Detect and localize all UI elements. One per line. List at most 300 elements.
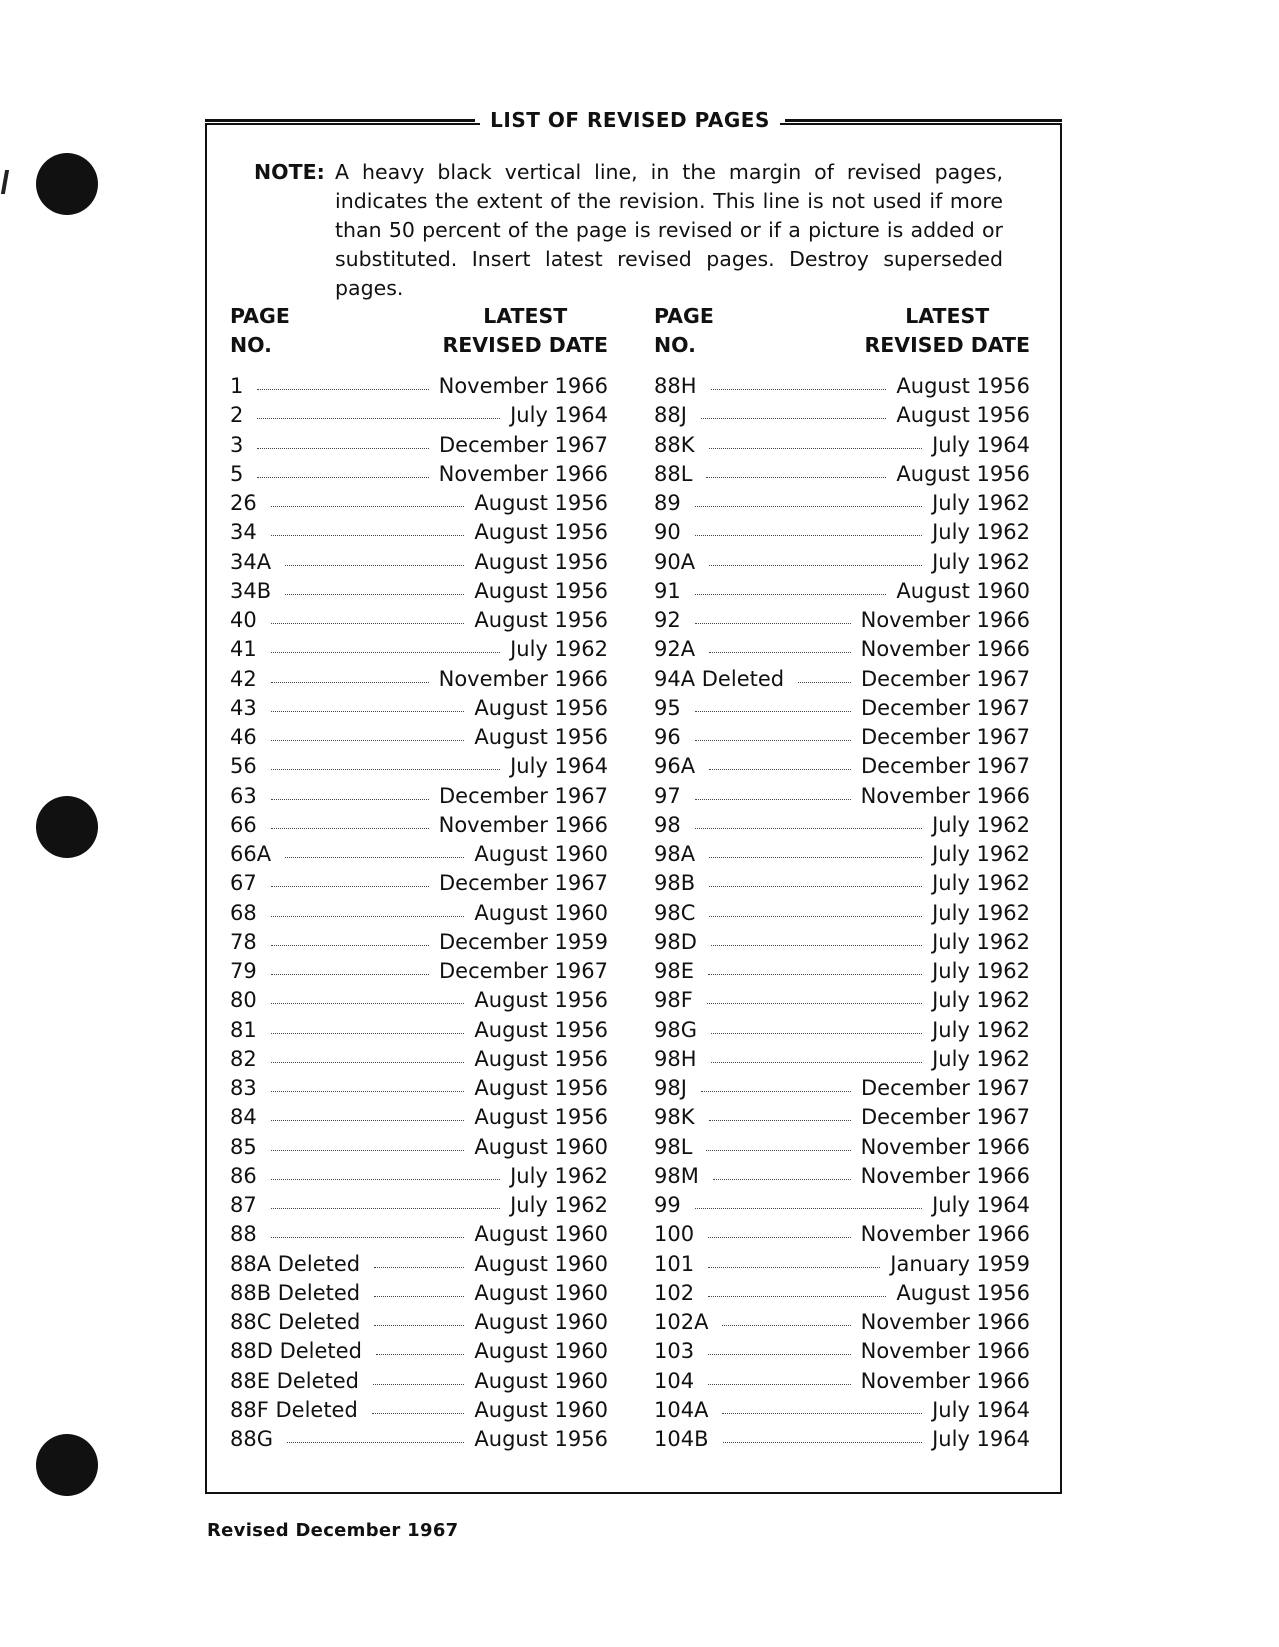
page-number: 91 — [654, 578, 681, 603]
right-column — [654, 302, 1030, 1454]
page-no-header — [654, 302, 714, 360]
revised-date: December 1967 — [438, 783, 608, 808]
dot-leader — [271, 1179, 500, 1180]
page-number: 87 — [230, 1193, 257, 1217]
list-item — [230, 1191, 608, 1220]
revised-date: July 1962 — [932, 1017, 1030, 1042]
revised-date: August 1956 — [474, 695, 608, 720]
page-number: 1 — [230, 374, 244, 398]
page-header-line1: PAGE — [654, 304, 714, 328]
page-number: 67 — [230, 871, 257, 896]
page-no-header — [230, 302, 290, 360]
list-item — [230, 1103, 608, 1132]
revised-date: January 1959 — [890, 1251, 1030, 1276]
binder-hole-middle — [36, 796, 98, 858]
revised-date: July 1962 — [932, 812, 1030, 837]
revised-date: July 1962 — [932, 491, 1030, 515]
left-column — [230, 302, 608, 1454]
page-number: 88K — [654, 432, 695, 457]
list-item — [230, 1220, 608, 1249]
list-item — [230, 1162, 608, 1191]
page-number: 102 — [654, 1280, 695, 1305]
page-number: 46 — [230, 725, 257, 749]
dot-leader — [374, 1267, 464, 1268]
revised-date: August 1960 — [474, 900, 608, 925]
binder-hole-bottom — [36, 1434, 98, 1496]
page-header-line2: NO. — [654, 333, 696, 357]
revised-date-header — [443, 302, 608, 360]
dot-leader — [271, 652, 500, 653]
page-number: 63 — [230, 783, 257, 808]
left-column-header — [230, 302, 608, 372]
page-number: 81 — [230, 1017, 257, 1042]
dot-leader — [257, 477, 428, 478]
dot-leader — [271, 1150, 465, 1151]
page-number: 103 — [654, 1339, 695, 1364]
page-number: 104 — [654, 1368, 695, 1393]
revised-date: December 1967 — [438, 871, 608, 896]
list-item — [230, 752, 608, 781]
list-item — [654, 1279, 1030, 1308]
list-item — [654, 518, 1030, 547]
list-item — [230, 694, 608, 723]
revised-date: July 1962 — [510, 1163, 608, 1188]
date-header-line2: REVISED DATE — [864, 333, 1030, 357]
page-number: 88A Deleted — [230, 1251, 361, 1276]
dot-leader — [708, 1237, 851, 1238]
binder-hole-top — [36, 153, 98, 215]
page-number: 98 — [654, 812, 681, 837]
revised-date: December 1959 — [438, 929, 608, 954]
revised-date: July 1962 — [510, 637, 608, 662]
revised-date: August 1960 — [474, 1339, 608, 1364]
dot-leader — [722, 1413, 922, 1414]
page-number: 40 — [230, 608, 257, 632]
revised-date: August 1956 — [474, 520, 608, 545]
dot-leader — [271, 740, 465, 741]
dot-leader — [271, 945, 429, 946]
revised-date: November 1966 — [860, 783, 1030, 808]
list-item — [654, 782, 1030, 811]
revised-date: November 1966 — [438, 666, 608, 691]
revised-date: August 1956 — [474, 1105, 608, 1130]
list-item — [654, 606, 1030, 635]
page-title: LIST OF REVISED PAGES — [480, 104, 780, 136]
revised-date: November 1966 — [860, 1310, 1030, 1334]
dot-leader — [271, 682, 429, 683]
note-text: A heavy black vertical line, in the margin of revised pages, indicates the extent of the revision. This line is not used if more than 50 percent of the page is revised or if a picture is added or substituted. Insert latest revised pages. Destroy superseded pages. — [335, 160, 1003, 300]
list-item — [230, 1074, 608, 1103]
page-number: 102A — [654, 1310, 709, 1334]
revised-date: August 1960 — [474, 842, 608, 866]
page-number: 97 — [654, 783, 681, 808]
list-item — [654, 1396, 1030, 1425]
list-item — [230, 431, 608, 460]
revised-date: November 1966 — [860, 1134, 1030, 1159]
list-item — [230, 986, 608, 1015]
dot-leader — [695, 828, 922, 829]
revised-date: August 1960 — [474, 1251, 608, 1276]
dot-leader — [711, 1033, 922, 1034]
page-number: 88L — [654, 461, 693, 486]
title-rule-right — [785, 119, 1062, 122]
dot-leader — [271, 769, 500, 770]
revised-date: August 1960 — [474, 1222, 608, 1247]
list-item — [654, 1308, 1030, 1337]
page-number: 98J — [654, 1076, 687, 1100]
list-item — [230, 1016, 608, 1045]
page-number: 85 — [230, 1134, 257, 1159]
list-item — [230, 1396, 608, 1425]
revised-date: August 1956 — [896, 461, 1030, 486]
revised-date: November 1966 — [438, 461, 608, 486]
list-item — [654, 1016, 1030, 1045]
revised-date: August 1956 — [896, 403, 1030, 428]
page-number: 43 — [230, 695, 257, 720]
revised-date: July 1964 — [932, 432, 1030, 457]
dot-leader — [271, 506, 465, 507]
list-item — [230, 548, 608, 577]
list-item — [654, 577, 1030, 606]
revised-date: August 1956 — [474, 1017, 608, 1042]
dot-leader — [708, 1354, 851, 1355]
dot-leader — [271, 916, 465, 917]
list-item — [230, 606, 608, 635]
left-rows — [230, 372, 608, 1454]
list-item — [654, 1220, 1030, 1249]
list-item — [654, 811, 1030, 840]
dot-leader — [709, 857, 922, 858]
dot-leader — [708, 1267, 880, 1268]
dot-leader — [709, 769, 851, 770]
revised-date: November 1966 — [860, 1163, 1030, 1188]
revised-date: December 1967 — [860, 695, 1030, 720]
list-item — [230, 1425, 608, 1454]
dot-leader — [711, 1062, 923, 1063]
page-number: 92A — [654, 637, 696, 662]
page-number: 88D Deleted — [230, 1339, 362, 1364]
list-item — [654, 752, 1030, 781]
revised-date: July 1962 — [932, 929, 1030, 954]
dot-leader — [695, 594, 887, 595]
page-number: 2 — [230, 403, 244, 428]
dot-leader — [257, 389, 428, 390]
list-item — [230, 460, 608, 489]
revised-date: July 1962 — [932, 871, 1030, 896]
dot-leader — [271, 1003, 465, 1004]
list-item — [654, 1250, 1030, 1279]
dot-leader — [271, 886, 429, 887]
page-number: 88F Deleted — [230, 1397, 358, 1422]
revised-date: August 1956 — [474, 1046, 608, 1071]
dot-leader — [374, 1296, 464, 1297]
revised-date: November 1966 — [860, 1339, 1030, 1364]
revised-date: August 1956 — [474, 491, 608, 515]
revised-date: August 1956 — [474, 725, 608, 749]
list-item — [230, 1133, 608, 1162]
dot-leader — [287, 1442, 464, 1443]
revised-date: July 1962 — [510, 1193, 608, 1217]
dot-leader — [271, 1208, 500, 1209]
dot-leader — [708, 1296, 886, 1297]
revised-date: July 1962 — [932, 1046, 1030, 1071]
revised-date: August 1956 — [896, 374, 1030, 398]
date-header-line1: LATEST — [905, 304, 990, 328]
dot-leader — [271, 1120, 465, 1121]
list-item — [654, 401, 1030, 430]
list-item — [654, 548, 1030, 577]
revision-footer: Revised December 1967 — [207, 1520, 459, 1541]
dot-leader — [285, 594, 464, 595]
dot-leader — [271, 1062, 465, 1063]
page-number: 88G — [230, 1427, 273, 1451]
revised-date: August 1956 — [474, 1427, 608, 1451]
page-number: 66 — [230, 812, 257, 837]
revised-date: July 1964 — [932, 1193, 1030, 1217]
revised-date: July 1964 — [510, 754, 608, 779]
page-number: 88J — [654, 403, 687, 428]
page-number: 88E Deleted — [230, 1368, 359, 1393]
revised-date: July 1962 — [932, 959, 1030, 983]
page-header-line1: PAGE — [230, 304, 290, 328]
page-number: 104A — [654, 1397, 709, 1422]
page-number: 98B — [654, 871, 696, 896]
dot-leader — [701, 1091, 851, 1092]
list-item — [230, 489, 608, 518]
dot-leader — [373, 1384, 464, 1385]
dot-leader — [711, 389, 887, 390]
revised-date: August 1956 — [474, 1076, 608, 1100]
dot-leader — [695, 799, 851, 800]
dot-leader — [713, 1179, 851, 1180]
list-item — [230, 577, 608, 606]
dot-leader — [695, 740, 851, 741]
dot-leader — [711, 945, 922, 946]
page-number: 99 — [654, 1193, 681, 1217]
list-item — [654, 957, 1030, 986]
page-number: 100 — [654, 1222, 695, 1247]
list-item — [654, 928, 1030, 957]
dot-leader — [695, 535, 922, 536]
page-number: 98E — [654, 959, 694, 983]
revised-date: July 1962 — [932, 549, 1030, 574]
revised-date: December 1967 — [860, 1105, 1030, 1130]
page-number: 79 — [230, 959, 257, 983]
list-item — [230, 372, 608, 401]
list-item — [654, 635, 1030, 664]
revised-date: July 1964 — [932, 1427, 1030, 1451]
revised-date: November 1966 — [438, 374, 608, 398]
list-item — [230, 869, 608, 898]
page-number: 34B — [230, 578, 272, 603]
page-number: 98C — [654, 900, 696, 925]
list-item — [230, 1308, 608, 1337]
right-rows — [654, 372, 1030, 1454]
dot-leader — [271, 711, 465, 712]
dot-leader — [374, 1325, 464, 1326]
page-number: 3 — [230, 432, 244, 457]
dot-leader — [706, 477, 886, 478]
page-header-line2: NO. — [230, 333, 272, 357]
page-number: 42 — [230, 666, 257, 691]
list-item — [654, 1367, 1030, 1396]
page-number: 68 — [230, 900, 257, 925]
page-number: 104B — [654, 1427, 709, 1451]
revised-date: July 1962 — [932, 520, 1030, 545]
dot-leader — [709, 448, 923, 449]
revised-date: August 1956 — [474, 988, 608, 1013]
list-item — [230, 899, 608, 928]
list-item — [654, 694, 1030, 723]
revised-date: July 1962 — [932, 842, 1030, 866]
revised-date: August 1960 — [474, 1280, 608, 1305]
revised-date: December 1967 — [860, 1076, 1030, 1100]
page-number: 56 — [230, 754, 257, 779]
revised-date: July 1964 — [510, 403, 608, 428]
page-number: 82 — [230, 1046, 257, 1071]
page-number: 98K — [654, 1105, 695, 1130]
revised-date: August 1960 — [474, 1310, 608, 1334]
list-item — [654, 1074, 1030, 1103]
dot-leader — [257, 418, 500, 419]
dot-leader — [271, 799, 429, 800]
dot-leader — [285, 857, 464, 858]
page-number: 26 — [230, 491, 257, 515]
list-item — [230, 1279, 608, 1308]
list-item — [654, 986, 1030, 1015]
dot-leader — [722, 1325, 850, 1326]
page-number: 80 — [230, 988, 257, 1013]
list-item — [230, 782, 608, 811]
dot-leader — [695, 1208, 922, 1209]
revised-date: November 1966 — [860, 1368, 1030, 1393]
dot-leader — [709, 565, 922, 566]
list-item — [230, 840, 608, 869]
revised-date: August 1960 — [474, 1397, 608, 1422]
dot-leader — [708, 1384, 851, 1385]
page-number: 34 — [230, 520, 257, 545]
page-number: 83 — [230, 1076, 257, 1100]
page-number: 98G — [654, 1017, 697, 1042]
list-item — [654, 1045, 1030, 1074]
dot-leader — [708, 974, 922, 975]
dot-leader — [372, 1413, 465, 1414]
page-number: 90 — [654, 520, 681, 545]
dot-leader — [695, 623, 851, 624]
revised-date: August 1956 — [474, 549, 608, 574]
page-number: 66A — [230, 842, 272, 866]
revised-date: August 1960 — [474, 1368, 608, 1393]
page-number: 88H — [654, 374, 697, 398]
revised-date: November 1966 — [860, 1222, 1030, 1247]
date-header-line1: LATEST — [483, 304, 568, 328]
list-item — [654, 1337, 1030, 1366]
list-item — [654, 1191, 1030, 1220]
note-label: NOTE: — [254, 160, 325, 184]
page-number: 96 — [654, 725, 681, 749]
dot-leader — [271, 1091, 465, 1092]
revised-date-header — [865, 302, 1030, 360]
dot-leader — [723, 1442, 923, 1443]
dot-leader — [271, 974, 429, 975]
revised-date: July 1964 — [932, 1397, 1030, 1422]
page-number: 78 — [230, 929, 257, 954]
page-number: 92 — [654, 608, 681, 632]
dot-leader — [798, 682, 851, 683]
list-item — [654, 899, 1030, 928]
list-item — [654, 489, 1030, 518]
revised-date: November 1966 — [860, 637, 1030, 662]
page-number: 95 — [654, 695, 681, 720]
revised-date: August 1956 — [896, 1280, 1030, 1305]
page-number: 88B Deleted — [230, 1280, 361, 1305]
list-item — [654, 1162, 1030, 1191]
dot-leader — [709, 886, 922, 887]
list-item — [230, 1250, 608, 1279]
dot-leader — [376, 1354, 464, 1355]
list-item — [230, 1367, 608, 1396]
list-item — [230, 928, 608, 957]
page-number: 34A — [230, 549, 272, 574]
page-number: 86 — [230, 1163, 257, 1188]
page-number: 96A — [654, 754, 696, 779]
dot-leader — [271, 1237, 465, 1238]
revised-date: August 1960 — [474, 1134, 608, 1159]
date-header-line2: REVISED DATE — [442, 333, 608, 357]
revised-date: November 1966 — [438, 812, 608, 837]
dot-leader — [271, 828, 429, 829]
dot-leader — [709, 1120, 851, 1121]
list-item — [654, 840, 1030, 869]
list-item — [230, 811, 608, 840]
page-number: 98D — [654, 929, 697, 954]
list-item — [654, 460, 1030, 489]
page-number: 98F — [654, 988, 693, 1013]
revised-date: December 1967 — [860, 754, 1030, 779]
revised-date: August 1956 — [474, 578, 608, 603]
page-number: 5 — [230, 461, 244, 486]
dot-leader — [257, 448, 429, 449]
dot-leader — [701, 418, 886, 419]
list-item — [230, 665, 608, 694]
list-item — [230, 1045, 608, 1074]
page-number: 88 — [230, 1222, 257, 1247]
list-item — [654, 372, 1030, 401]
list-item — [654, 1103, 1030, 1132]
dot-leader — [709, 916, 922, 917]
title-rule-left — [205, 119, 475, 122]
page-number: 84 — [230, 1105, 257, 1130]
margin-mark — [1, 170, 9, 194]
page-number: 98L — [654, 1134, 693, 1159]
revised-date: December 1967 — [860, 725, 1030, 749]
right-column-header — [654, 302, 1030, 372]
list-item — [230, 635, 608, 664]
list-item — [654, 665, 1030, 694]
page-number: 89 — [654, 491, 681, 515]
dot-leader — [707, 1003, 922, 1004]
dot-leader — [706, 1150, 850, 1151]
list-item — [230, 518, 608, 547]
revised-date: August 1956 — [474, 608, 608, 632]
revised-date: December 1967 — [860, 666, 1030, 691]
dot-leader — [709, 652, 851, 653]
page-number: 94A Deleted — [654, 666, 785, 691]
revised-date: December 1967 — [438, 432, 608, 457]
page-number: 98H — [654, 1046, 697, 1071]
page-number: 90A — [654, 549, 696, 574]
revised-date: December 1967 — [438, 959, 608, 983]
